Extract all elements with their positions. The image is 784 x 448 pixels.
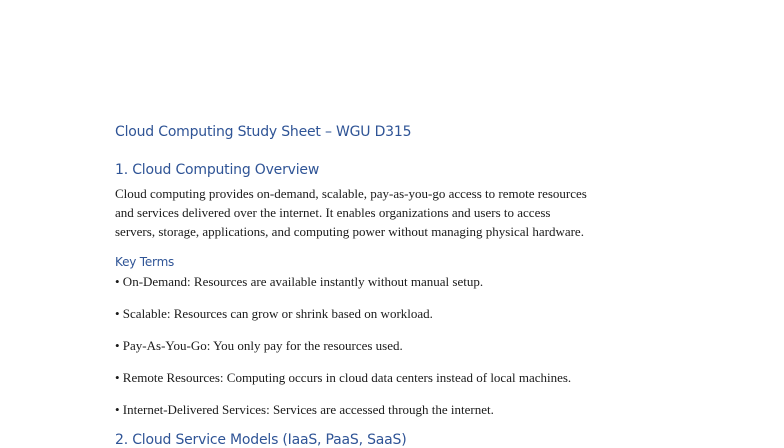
key-term-item: • On-Demand: Resources are available instantly without manual setup. — [115, 274, 484, 289]
key-term-item: • Scalable: Resources can grow or shrink based on workload. — [115, 306, 433, 321]
key-terms-heading: Key Terms — [115, 255, 175, 269]
overview-paragraph — [115, 184, 675, 241]
key-term-item: • Internet-Delivered Services: Services are accessed through the internet. — [115, 402, 494, 417]
key-term-item: • Pay-As-You-Go: You only pay for the resources used. — [115, 338, 403, 353]
key-term-item: • Remote Resources: Computing occurs in cloud data centers instead of local machines. — [115, 370, 572, 385]
document-title: Cloud Computing Study Sheet – WGU D315 — [115, 124, 412, 140]
section-heading-overview: 1. Cloud Computing Overview — [115, 162, 320, 178]
paragraph-line: Cloud computing provides on-demand, scalable, pay-as-you-go access to remote resources — [115, 186, 587, 201]
paragraph-line: and services delivered over the internet. It enables organizations and users to access — [115, 205, 551, 220]
section-heading-service-models: 2. Cloud Service Models (IaaS, PaaS, SaaS) — [115, 432, 407, 448]
paragraph-line: servers, storage, applications, and computing power without managing physical hardware. — [115, 224, 584, 239]
